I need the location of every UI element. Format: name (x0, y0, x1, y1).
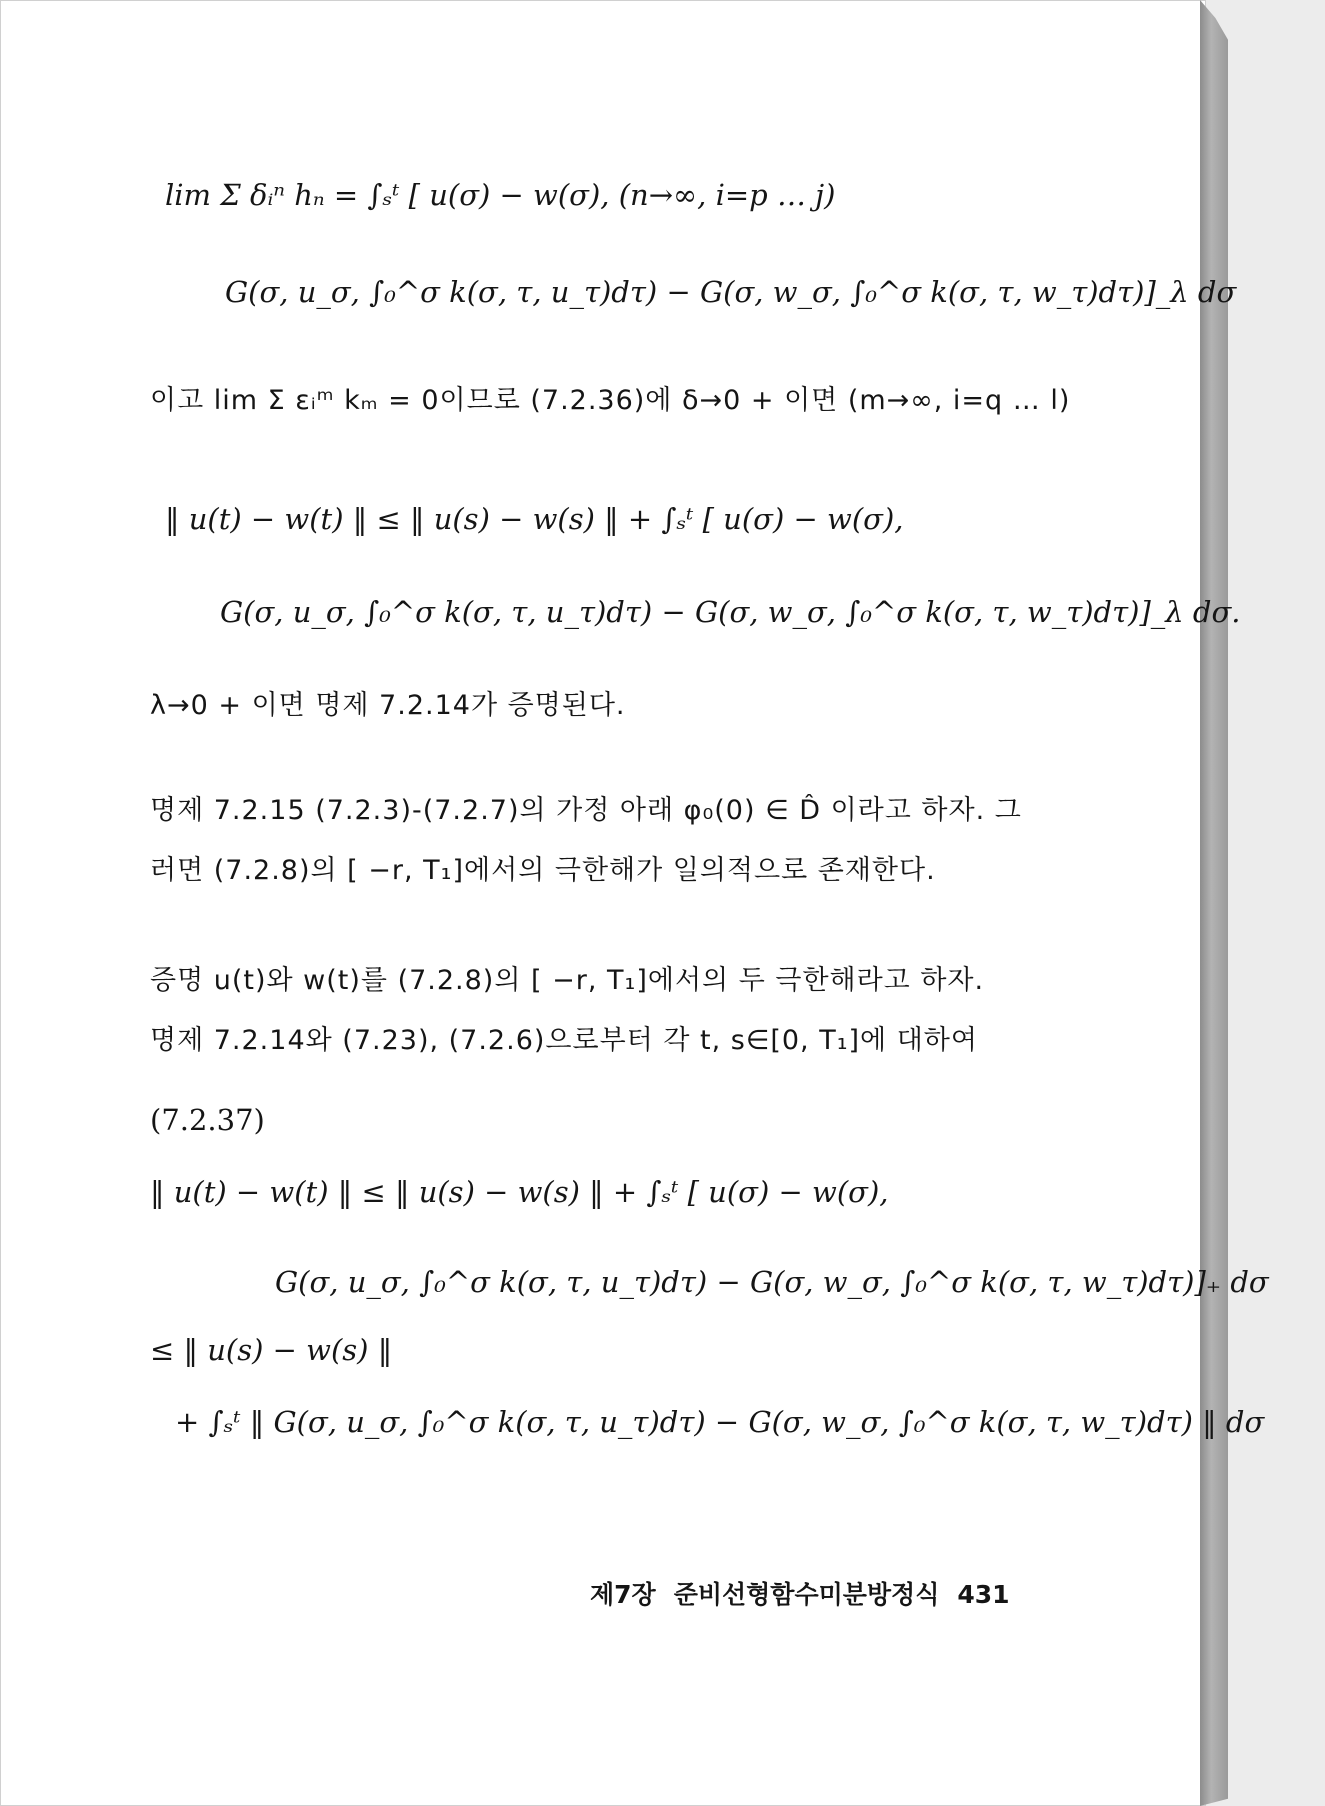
eq-norm-inequality-line: ‖ u(t) − w(t) ‖ ≤ ‖ u(s) − w(s) ‖ + ∫ₛᵗ [ u(σ) − w(σ), (165, 502, 904, 536)
page-number: 431 (957, 1580, 1010, 1609)
text-proposition-proved: λ→0 + 이면 명제 7.2.14가 증명된다. (150, 690, 626, 721)
proposition-statement-line-2: 러면 (7.2.8)의 [ −r, T₁]에서의 극한해가 일의적으로 존재한다. (150, 855, 936, 886)
eq-7-2-37-line-4: + ∫ₛᵗ ‖ G(σ, u_σ, ∫₀^σ k(σ, τ, u_τ)dτ) − G(σ, w_σ, ∫₀^σ k(σ, τ, w_τ)dτ) ‖ dσ (175, 1405, 1265, 1439)
eq-limit-sum-line: lim Σ δᵢⁿ hₙ = ∫ₛᵗ [ u(σ) − w(σ), (n→∞, i=p … j) (165, 178, 836, 212)
footer-chapter-title: 준비선형함수미분방정식 (673, 1580, 940, 1609)
proof-line-1: 증명 u(t)와 w(t)를 (7.2.8)의 [ −r, T₁]에서의 두 극한해라고 하자. (150, 965, 985, 996)
eq-7-2-37-line-2: G(σ, u_σ, ∫₀^σ k(σ, τ, u_τ)dτ) − G(σ, w_σ, ∫₀^σ k(σ, τ, w_τ)dτ)]₊ dσ (275, 1265, 1269, 1299)
page-footer (590, 1575, 1010, 1611)
equation-number: (7.2.37) (150, 1103, 265, 1137)
eq-7-2-37-line-1: ‖ u(t) − w(t) ‖ ≤ ‖ u(s) − w(s) ‖ + ∫ₛᵗ [ u(σ) − w(σ), (150, 1175, 889, 1209)
page-stack-edge (1200, 0, 1228, 1806)
proposition-statement-line-1: 명제 7.2.15 (7.2.3)-(7.2.7)의 가정 아래 φ₀(0) ∈ D̂ 이라고 하자. 그 (150, 795, 1022, 826)
text-limit-zero-line: 이고 lim Σ εᵢᵐ kₘ = 0이므로 (7.2.36)에 δ→0 + 이면 (m→∞, i=q … l) (150, 385, 1071, 416)
eq-g-difference-line: G(σ, u_σ, ∫₀^σ k(σ, τ, u_τ)dτ) − G(σ, w_σ, ∫₀^σ k(σ, τ, w_τ)dτ)]_λ dσ (225, 275, 1237, 309)
proof-line-2: 명제 7.2.14와 (7.23), (7.2.6)으로부터 각 t, s∈[0, T₁]에 대하여 (150, 1025, 978, 1056)
eq-7-2-37-line-3: ≤ ‖ u(s) − w(s) ‖ (150, 1333, 393, 1367)
eq-g-difference-line-2: G(σ, u_σ, ∫₀^σ k(σ, τ, u_τ)dτ) − G(σ, w_σ, ∫₀^σ k(σ, τ, w_τ)dτ)]_λ dσ. (220, 595, 1241, 629)
footer-chapter: 제7장 (590, 1580, 656, 1609)
